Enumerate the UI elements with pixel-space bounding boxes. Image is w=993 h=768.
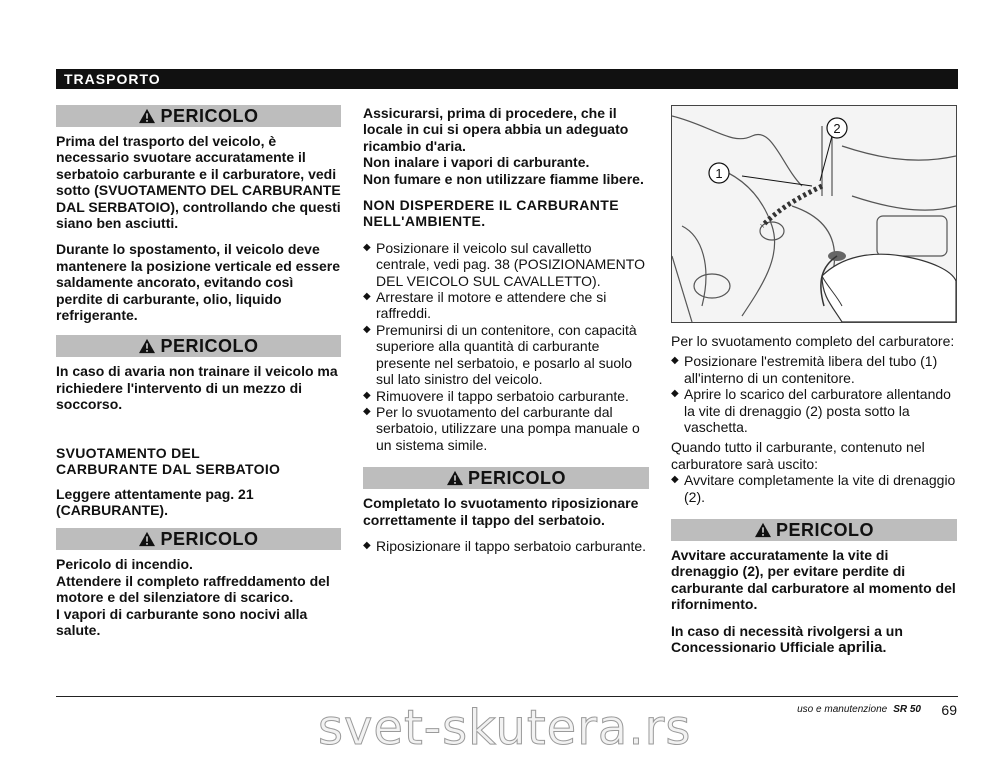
footer-label <box>797 704 921 715</box>
bullet-icon: ◆ <box>671 355 679 367</box>
aprilia-logo: aprilia <box>838 639 883 657</box>
footer-divider <box>56 696 958 697</box>
list-item: ◆ Posizionare l'estremità libera del tubo (1) all'interno di un contenitore. <box>671 353 938 386</box>
list-item: ◆ Per lo svuotamento del carburante dal serbatoio, utilizzare una pompa manuale o un sistema simile. <box>363 403 640 453</box>
subsection-heading-line: CARBURANTE DAL SERBATOIO <box>56 461 281 478</box>
list-item: ◆ Aprire lo scarico del carburatore allentando la vite di drenaggio (2) posta sotto la vaschetta. <box>671 386 951 436</box>
list-item: ◆ Premunirsi di un contenitore, con capacità superiore alla quantità di carburante presente nel serbatoio, e posarlo al suolo sul lato sinistro del veicolo. <box>363 321 637 388</box>
procedure-list <box>671 353 957 435</box>
carburetor-illustration <box>671 105 957 323</box>
procedure-list <box>363 538 649 554</box>
warning-title: PERICOLO <box>160 529 259 550</box>
safety-text: Non inalare i vapori di carburante. <box>363 154 590 171</box>
bullet-icon: ◆ <box>671 388 679 400</box>
watermark: svet-skutera.rs <box>318 700 692 756</box>
warning-title: PERICOLO <box>467 467 566 488</box>
column-left <box>56 105 341 638</box>
warning-triangle-icon <box>138 338 156 354</box>
warning-banner <box>56 105 341 127</box>
warning-triangle-icon <box>138 108 156 124</box>
warning-text: In caso di necessità rivolgersi a un Concessionario Ufficiale aprilia. <box>671 622 903 657</box>
callout-label: 2 <box>833 121 841 136</box>
model-name: SR 50 <box>893 704 921 715</box>
reference-text: Leggere attentamente pag. 21 (CARBURANTE). <box>56 485 254 518</box>
warning-banner <box>56 335 341 357</box>
bullet-icon: ◆ <box>363 389 371 401</box>
subsection-heading-line: SVUOTAMENTO DEL <box>56 444 200 461</box>
safety-text: NON DISPERDERE IL CARBURANTE NELL'AMBIENTE. <box>363 197 619 230</box>
warning-text: Prima del trasporto del veicolo, è necessario svuotare accuratamente il serbatoio carburante e il carburatore, vedi sotto (SVUOTAMENTO DEL CARBURANTE DAL SERBATOIO), controllando che questi siano ben asciutti. <box>56 133 341 232</box>
bullet-icon: ◆ <box>363 291 371 303</box>
manual-name: uso e manutenzione <box>797 704 888 715</box>
column-middle <box>363 105 649 562</box>
bullet-icon: ◆ <box>363 323 371 335</box>
warning-triangle-icon <box>138 531 156 547</box>
subsection-heading <box>56 445 341 478</box>
column-right <box>671 105 957 667</box>
warning-title: PERICOLO <box>775 519 874 540</box>
warning-banner <box>363 467 649 489</box>
page-number: 69 <box>941 702 957 718</box>
callout-label: 1 <box>715 166 723 181</box>
section-title: TRASPORTO <box>56 69 958 89</box>
body-text: Quando tutto il carburante, contenuto nel carburatore sarà uscito: <box>671 439 925 472</box>
bullet-icon: ◆ <box>363 405 371 417</box>
safety-text: Non fumare e non utilizzare fiamme libere. <box>363 170 644 187</box>
carburetor-drawing <box>672 106 956 322</box>
bullet-icon: ◆ <box>363 539 371 551</box>
body-text: Per lo svuotamento completo del carburatore: <box>671 333 955 349</box>
warning-text: Avvitare accuratamente la vite di drenaggio (2), per evitare perdite di carburante dal carburatore al momento del rifornimento. <box>671 547 956 613</box>
procedure-list <box>671 472 957 505</box>
list-item: ◆ Avvitare completamente la vite di drenaggio (2). <box>671 472 956 505</box>
list-item: ◆ Arrestare il motore e attendere che si raffreddi. <box>363 289 607 322</box>
bullet-icon: ◆ <box>363 241 371 253</box>
warning-line: Attendere il completo raffreddamento del motore e del silenziatore di scarico. <box>56 572 330 606</box>
warning-text: In caso di avaria non trainare il veicolo ma richiedere l'intervento di un mezzo di soccorso. <box>56 363 338 413</box>
procedure-list <box>363 240 649 453</box>
warning-banner <box>671 519 957 541</box>
warning-triangle-icon <box>446 470 464 486</box>
warning-line: I vapori di carburante sono nocivi alla salute. <box>56 605 308 638</box>
warning-text: Durante lo spostamento, il veicolo deve mantenere la posizione verticale ed essere saldamente ancorato, evitando così perdite di carburante, olio, liquido refrigerante. <box>56 241 341 324</box>
list-item: ◆ Posizionare il veicolo sul cavalletto centrale, vedi pag. 38 (POSIZIONAMENTO DEL VEICOLO SUL CAVALLETTO). <box>363 239 645 289</box>
warning-text: Completato lo svuotamento riposizionare correttamente il tappo del serbatoio. <box>363 495 639 528</box>
warning-triangle-icon <box>754 522 772 538</box>
list-item: ◆ Riposizionare il tappo serbatoio carburante. <box>363 537 647 554</box>
bullet-icon: ◆ <box>671 474 679 486</box>
warning-banner <box>56 528 341 550</box>
warning-title: PERICOLO <box>160 105 259 126</box>
list-item: ◆ Rimuovere il tappo serbatoio carburante. <box>363 387 629 404</box>
warning-line: Pericolo di incendio. <box>56 556 193 573</box>
warning-title: PERICOLO <box>160 336 259 357</box>
safety-text: Assicurarsi, prima di procedere, che il locale in cui si opera abbia un adeguato ricambio d'aria. <box>363 105 629 154</box>
